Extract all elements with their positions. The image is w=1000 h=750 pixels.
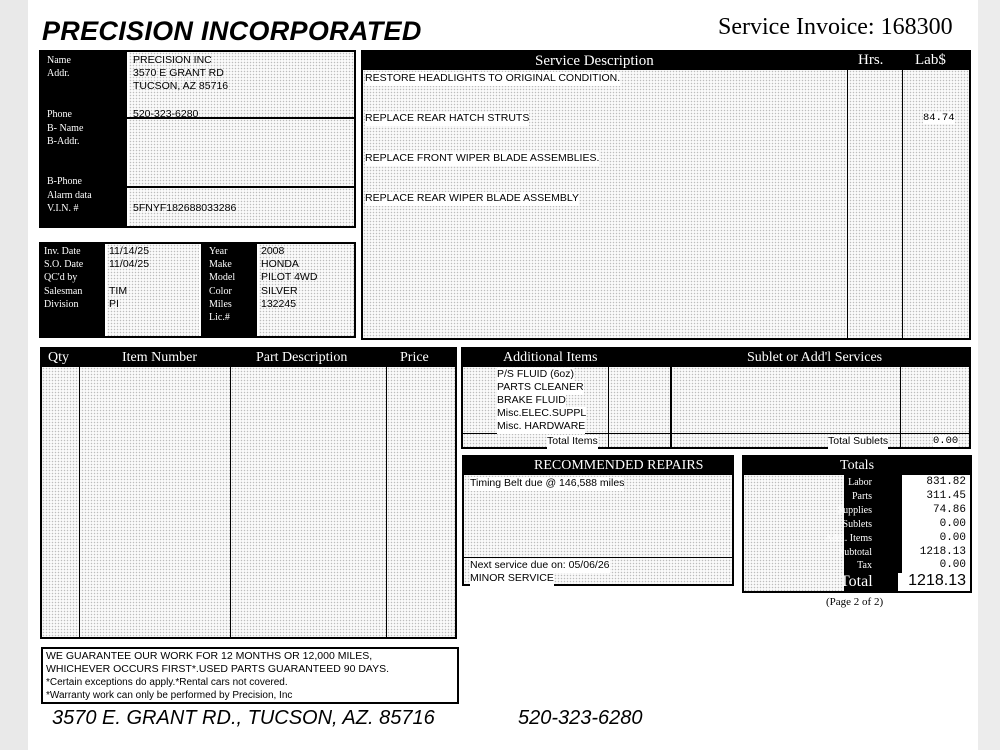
guarantee-box (41, 647, 459, 704)
salesman-label: Salesman (44, 286, 83, 297)
next-service: Next service due on: 05/06/26 (470, 559, 610, 571)
hrs-header: Hrs. (858, 52, 884, 68)
vehicle-make: HONDA (261, 258, 299, 270)
division-label: Division (44, 299, 79, 310)
order-box (39, 242, 356, 338)
recommended-item: Timing Belt due @ 146,588 miles (470, 477, 625, 489)
labor-value: 831.82 (926, 476, 966, 488)
supplies-value: 74.86 (932, 504, 966, 516)
additional-header: Additional Items (503, 350, 598, 365)
bname-label: B- Name (47, 123, 84, 134)
service-desc-header: Service Description (535, 53, 654, 69)
color-label: Color (209, 286, 232, 297)
bphone-label: B-Phone (47, 176, 82, 187)
qty-header: Qty (48, 350, 69, 365)
miles-label: Miles (209, 299, 232, 310)
vehicle-year: 2008 (261, 245, 285, 257)
customer-vin: 5FNYF182688033286 (133, 202, 237, 214)
model-label: Model (209, 272, 236, 283)
sublets-label: Sublets (842, 519, 872, 530)
lic-label: Lic.# (209, 312, 230, 323)
so-date-label: S.O. Date (44, 259, 84, 270)
parts-value: 311.45 (926, 490, 966, 502)
recommended-box (462, 455, 734, 586)
total-sublets-value: 0.00 (933, 435, 959, 447)
vehicle-color: SILVER (261, 285, 298, 297)
customer-addr2: TUCSON, AZ 85716 (133, 80, 229, 92)
additional-item-2: PARTS CLEANER (497, 381, 584, 393)
division: PI (109, 298, 119, 310)
name-label: Name (47, 55, 71, 66)
qcd-label: QC'd by (44, 272, 78, 283)
invoice-number: Service Invoice: 168300 (718, 14, 953, 40)
addl-items-value: 0.00 (939, 532, 966, 544)
service-line-1: RESTORE HEADLIGHTS TO ORIGINAL CONDITION. (365, 72, 621, 84)
additional-box (461, 347, 971, 449)
service-line-3: REPLACE FRONT WIPER BLADE ASSEMBLIES. (365, 152, 600, 164)
guarantee-line-4: *Warranty work can only be performed by Precision, Inc (46, 690, 293, 701)
addr-label: Addr. (47, 68, 70, 79)
total-sublets-label: Total Sublets (828, 435, 889, 447)
make-label: Make (209, 259, 232, 270)
guarantee-line-3: *Certain exceptions do apply.*Rental cars not covered. (46, 677, 288, 688)
tax-label: Tax (857, 560, 872, 571)
vehicle-miles: 132245 (261, 298, 297, 310)
customer-addr1: 3570 E GRANT RD (133, 67, 224, 79)
guarantee-line-2: WHICHEVER OCCURS FIRST*.USED PARTS GUARANTEED 90 DAYS. (46, 663, 390, 675)
item-number-header: Item Number (122, 350, 198, 365)
guarantee-line-1: WE GUARANTEE OUR WORK FOR 12 MONTHS OR 12,000 MILES, (46, 650, 373, 662)
scan-edge-right (978, 0, 1000, 750)
part-desc-header: Part Description (256, 350, 348, 365)
lab-header: Lab$ (915, 52, 946, 68)
totals-box (742, 455, 972, 593)
total-label: Total (840, 573, 873, 590)
so-date: 11/04/25 (109, 258, 150, 270)
page-indicator: (Page 2 of 2) (826, 596, 884, 608)
service-type: MINOR SERVICE (470, 572, 554, 584)
total-items-label: Total Items (547, 435, 598, 447)
price-header: Price (400, 350, 429, 365)
additional-item-4: Misc.ELEC.SUPPL (497, 407, 587, 419)
customer-box (39, 50, 356, 228)
baddr-label: B-Addr. (47, 136, 80, 147)
additional-item-1: P/S FLUID (6oz) (497, 368, 575, 380)
addl-items-label: Addl. Items (824, 533, 872, 544)
service-line-2-lab: 84.74 (923, 112, 955, 124)
parts-label: Parts (852, 491, 872, 502)
alarm-label: Alarm data (47, 190, 92, 201)
additional-item-3: BRAKE FLUID (497, 394, 566, 406)
customer-name: PRECISION INC (133, 54, 212, 66)
service-line-2: REPLACE REAR HATCH STRUTS (365, 112, 530, 124)
year-label: Year (209, 246, 228, 257)
subtotal-label: Subtotal (838, 547, 872, 558)
supplies-label: Supplies (837, 505, 872, 516)
company-name: PRECISION INCORPORATED (42, 16, 422, 46)
sublets-value: 0.00 (939, 518, 966, 530)
additional-item-5: Misc. HARDWARE (497, 420, 586, 432)
tax-value: 0.00 (939, 559, 966, 571)
subtotal-value: 1218.13 (919, 546, 966, 558)
vehicle-model: PILOT 4WD (261, 271, 318, 283)
inv-date: 11/14/25 (109, 245, 150, 257)
recommended-header: RECOMMENDED REPAIRS (534, 458, 704, 473)
parts-box (40, 347, 457, 639)
sublet-header: Sublet or Add'l Services (747, 350, 883, 365)
service-line-4: REPLACE REAR WIPER BLADE ASSEMBLY (365, 192, 579, 204)
service-box (361, 50, 971, 340)
vin-label: V.I.N. # (47, 203, 79, 214)
inv-date-label: Inv. Date (44, 246, 81, 257)
labor-label: Labor (848, 477, 872, 488)
totals-header: Totals (840, 458, 875, 473)
scan-edge-left (0, 0, 28, 750)
total-value: 1218.13 (908, 572, 966, 589)
phone-label: Phone (47, 109, 72, 120)
footer-address: 3570 E. GRANT RD., TUCSON, AZ. 85716 (52, 707, 435, 729)
salesman: TIM (109, 285, 128, 297)
footer-phone: 520-323-6280 (518, 707, 643, 729)
customer-phone: 520-323-6280 (133, 108, 199, 120)
